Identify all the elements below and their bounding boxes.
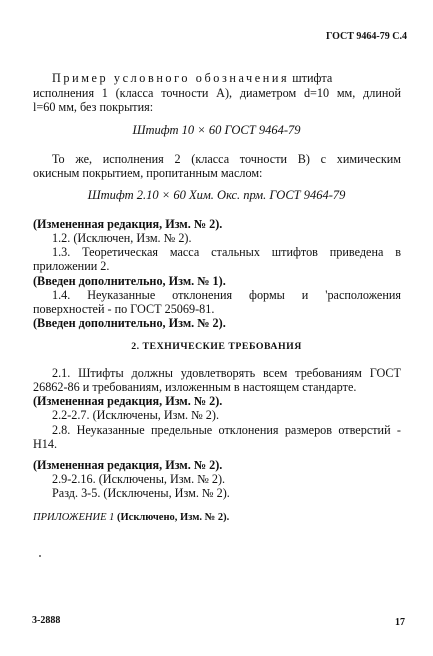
section-2-amended-2: (Измененная редакция, Изм. № 2). bbox=[33, 458, 223, 472]
note-1-4-line-a: 1.4. Неуказанные отклонения формы и 'расположения bbox=[52, 288, 401, 302]
designation-example-2: Штифт 2.10 × 60 Хим. Окс. прм. ГОСТ 9464-79 bbox=[87, 188, 346, 202]
designation-example-1: Штифт 10 × 60 ГОСТ 9464-79 bbox=[132, 123, 301, 137]
example-line-3: l=60 мм, без покрытия: bbox=[33, 100, 154, 114]
note-amended-1: (Измененная редакция, Изм. № 2). bbox=[33, 217, 223, 231]
footer-print-code: 3-2888 bbox=[32, 615, 61, 626]
section-2-8-line-b: Н14. bbox=[33, 437, 58, 451]
appendix-note: (Исключено, Изм. № 2). bbox=[117, 512, 230, 523]
example-lead: Пример условного обозначения bbox=[52, 71, 290, 85]
appendix-label: ПРИЛОЖЕНИЕ 1 bbox=[33, 512, 115, 523]
section-2-1-line-b: 26862-86 и требованиям, изложенным в настоящем стандарте. bbox=[33, 380, 357, 394]
note-added-1: (Введен дополнительно, Изм. № 1). bbox=[33, 274, 226, 288]
example-line-1 bbox=[52, 71, 332, 85]
note-1-3-line-a: 1.3. Теоретическая масса стальных штифтов приведена в bbox=[52, 245, 401, 259]
section-2-2-7: 2.2-2.7. (Исключены, Изм. № 2). bbox=[52, 408, 220, 422]
example-line-4: То же, исполнения 2 (класса точности В) с химическим bbox=[52, 152, 401, 166]
section-2-8-line-a: 2.8. Неуказанные предельные отклонения размеров отверстий - bbox=[52, 423, 401, 437]
page-number: 17 bbox=[395, 617, 405, 628]
section-2-9-16: 2.9-2.16. (Исключены, Изм. № 2). bbox=[52, 472, 226, 486]
example-lead-tail: штифта bbox=[292, 71, 333, 85]
note-added-2: (Введен дополнительно, Изм. № 2). bbox=[33, 316, 226, 330]
appendix-1-line bbox=[33, 512, 229, 523]
stray-mark bbox=[39, 555, 41, 557]
section-3-5: Разд. 3-5. (Исключены, Изм. № 2). bbox=[52, 486, 230, 500]
note-1-2: 1.2. (Исключен, Изм. № 2). bbox=[52, 231, 192, 245]
page-header-code: ГОСТ 9464-79 С.4 bbox=[326, 31, 407, 42]
example-line-5: окисным покрытием, пропитанным маслом: bbox=[33, 166, 263, 180]
section-2-1-line-a: 2.1. Штифты должны удовлетворять всем требованиям ГОСТ bbox=[52, 366, 401, 380]
section-2-title: 2. ТЕХНИЧЕСКИЕ ТРЕБОВАНИЯ bbox=[131, 341, 302, 352]
note-1-3-line-b: приложении 2. bbox=[33, 259, 110, 273]
note-1-4-line-b: поверхностей - по ГОСТ 25069-81. bbox=[33, 302, 215, 316]
section-2-amended-1: (Измененная редакция, Изм. № 2). bbox=[33, 394, 223, 408]
example-line-2: исполнения 1 (класса точности А), диаметром d=10 мм, длиной bbox=[33, 86, 401, 100]
